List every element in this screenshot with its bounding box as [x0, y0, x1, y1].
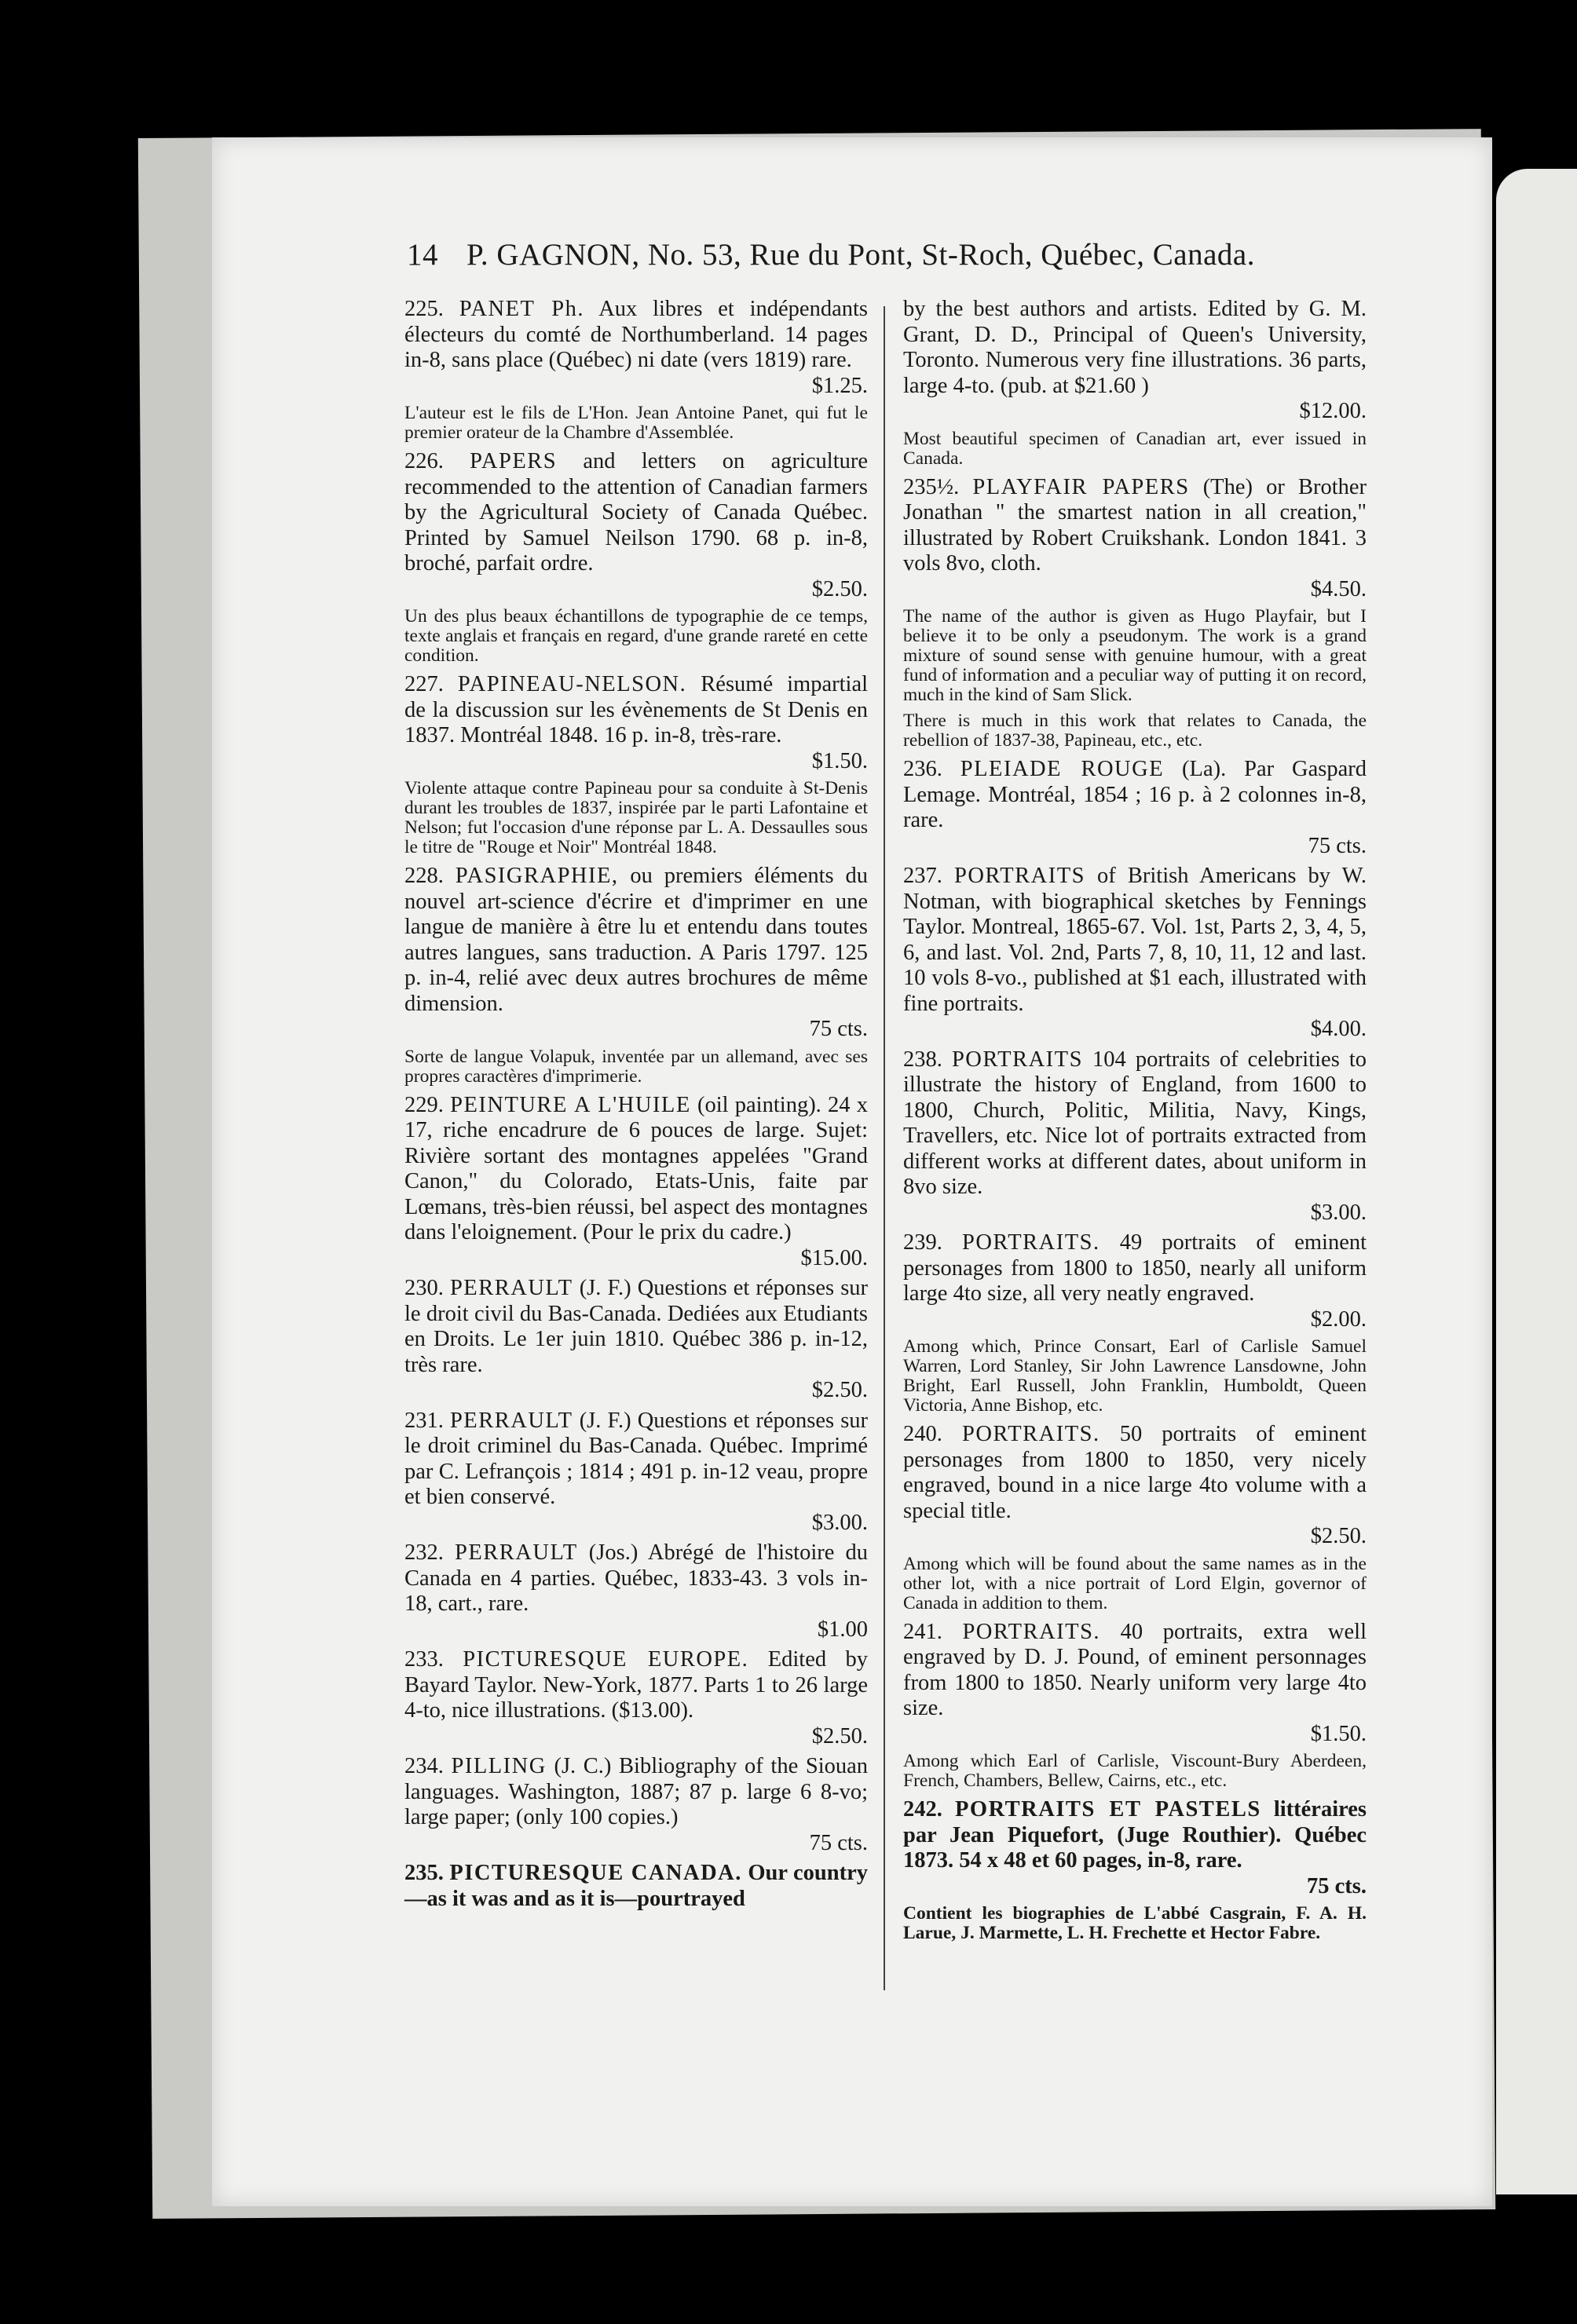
entry-description: 50 portraits of eminent personages from 1800 to 1850, very nicely engraved, bound in a nice large 4to volume with a special title. — [903, 1422, 1367, 1523]
entry-description: and letters on agriculture recommended to the attention of Canadian farmers by the Agricultural Society of Canada Québec. Printed by Samuel Neilson 1790. 68 p. in-8, broché, parfait ordre. — [404, 449, 868, 576]
entry-description: (J. F.) Questions et réponses sur le droit criminel du Bas-Canada. Québec. Imprimé par C. Lefrançois ; 1814 ; 491 p. in-12 veau, propre et bien conservé. — [404, 1408, 869, 1509]
entry-heading: PANET Ph. — [459, 297, 584, 321]
entry-price: $3.00. — [811, 1510, 868, 1535]
entry-description: Aux libres et indépendants électeurs du comté de Northumberland. 14 pages in-8, sans place (Québec) ni date (vers 1819) rare. — [404, 297, 868, 372]
catalogue-entry — [404, 1861, 868, 1912]
entry-description: of British Americans by W. Notman, with biographical sketches by Fennings Taylor. Montreal, 1865-67. Vol. 1st, Parts 2, 3, 4, 5, 6, and last. Vol. 2nd, Parts 7, 8, 10, 11, 12 and last. 10 vols 8-vo., published at $1 each, illustrated with fine portraits. — [903, 864, 1367, 1016]
entry-price: $2.50. — [811, 576, 868, 601]
entry-description: littéraires par Jean Piquefort, (Juge Routhier). Québec 1873. 54 x 48 et 60 pages, in-8, rare. — [903, 1797, 1367, 1873]
entry-description: (J. F.) Questions et réponses sur le droit civil du Bas-Canada. Dediées aux Etudiants en Droits. Le 1er juin 1810. Québec 386 p. in-12, très rare. — [404, 1276, 869, 1377]
entry-number: 225. — [404, 297, 444, 321]
entry-number: 239. — [903, 1230, 942, 1255]
catalogue-entry — [903, 757, 1367, 859]
entry-description: Edited by Bayard Taylor. New-York, 1877. Parts 1 to 26 large 4-to, nice illustrations. ($13.00). — [404, 1647, 868, 1723]
catalogue-entry — [903, 475, 1367, 603]
entry-number: 230. — [404, 1276, 444, 1300]
entry-number: 233. — [404, 1647, 444, 1672]
entry-number: 231. — [404, 1408, 444, 1433]
entry-number: 229. — [404, 1092, 444, 1117]
entry-price: $4.00. — [1310, 1017, 1367, 1041]
catalogue-entry — [903, 1230, 1367, 1332]
entry-number: 235. — [404, 1861, 444, 1885]
entry-price: 75 cts. — [809, 1017, 868, 1041]
catalogue-entry — [404, 1093, 868, 1272]
entry-heading: PAPINEAU-NELSON. — [457, 672, 687, 696]
catalogue-entry — [903, 1620, 1367, 1748]
entry-price: $2.50. — [811, 1378, 868, 1402]
entry-description: 104 portraits of celebrities to illustrate the history of England, from 1600 to 1800, Church, Politic, Militia, Navy, Kings, Travellers, etc. Nice lot of portraits extracted from different works at different dates, about uniform in 8vo size. — [903, 1047, 1367, 1199]
entry-number: 236. — [903, 757, 942, 781]
entry-heading: PILLING — [451, 1754, 547, 1778]
entry-heading: PERRAULT — [455, 1540, 578, 1565]
entry-number: 241. — [903, 1619, 942, 1644]
entry-price: $1.00 — [817, 1617, 868, 1642]
catalogue-note: Among which, Prince Consart, Earl of Carlisle Samuel Warren, Lord Stanley, Sir John Lawrence Lansdowne, John Bright, Earl Russell, John Franklin, Humboldt, Queen Victoria, Anne Bishop, etc. — [903, 1336, 1367, 1416]
entry-description: 49 portraits of eminent personages from 1800 to 1850, nearly all uniform large 4to size, all very neatly engraved. — [903, 1230, 1367, 1306]
catalogue-entry — [903, 1047, 1367, 1226]
entry-description: (J. C.) Bibliography of the Siouan languages. Washington, 1887; 87 p. large 6 8-vo; large paper; (only 100 copies.) — [404, 1754, 869, 1829]
right-column — [903, 297, 1367, 1949]
entry-price: 75 cts. — [1307, 1873, 1367, 1898]
page-header — [407, 237, 1389, 272]
entry-number: 242. — [903, 1797, 942, 1822]
entry-description: (oil painting). 24 x 17, riche encadrure de 6 pouces de large. Sujet: Rivière sortant des montagnes appelées "Grand Canon," du Colorado, Etats-Unis, faite par Lœmans, très-bien réussi, bel aspect des montagnes dans l'eloignement. (Pour le prix du cadre.) — [404, 1092, 869, 1244]
entry-heading: PLAYFAIR PAPERS — [972, 474, 1190, 499]
entry-price: $4.50. — [1310, 576, 1367, 601]
entry-heading: PERRAULT — [449, 1408, 573, 1433]
facing-page-edge — [1496, 169, 1577, 2194]
entry-price: 75 cts. — [809, 1830, 868, 1855]
entry-description: (La). Par Gaspard Lemage. Montréal, 1854 ; 16 p. à 2 colonnes in-8, rare. — [903, 757, 1367, 832]
catalogue-entry — [404, 297, 868, 399]
entry-heading: PLEIADE ROUGE — [960, 757, 1165, 781]
catalogue-note: Among which will be found about the same names as in the other lot, with a nice portrait of Lord Elgin, governor of Canada in addition to them. — [903, 1553, 1367, 1613]
entry-number: 234. — [404, 1754, 444, 1778]
page-number: 14 — [407, 238, 438, 272]
entry-number: 232. — [404, 1540, 444, 1565]
entry-price: $1.50. — [1310, 1721, 1367, 1746]
entry-price: $2.50. — [811, 1723, 868, 1748]
entry-description: by the best authors and artists. Edited by G. M. Grant, D. D., Principal of Queen's University, Toronto. Numerous very fine illustrations. 36 parts, large 4-to. (pub. at $21.60 ) — [903, 297, 1367, 398]
entry-number: 227. — [404, 672, 444, 696]
entry-description: 40 portraits, extra well engraved by D. J. Pound, of eminent personnages from 1800 to 1850. Nearly uniform very large 4to size. — [903, 1619, 1367, 1720]
column-divider — [884, 306, 885, 1990]
entry-price: $1.25. — [811, 373, 868, 398]
catalogue-note: Among which Earl of Carlisle, Viscount-Bury Aberdeen, French, Chambers, Bellew, Cairns, etc., etc. — [903, 1751, 1367, 1791]
entry-heading: PEINTURE A L'HUILE — [450, 1092, 691, 1117]
entry-description: Résumé impartial de la discussion sur les évènements de St Denis en 1837. Montréal 1848. 16 p. in-8, très-rare. — [404, 672, 869, 747]
entry-heading: PORTRAITS — [953, 864, 1085, 888]
catalogue-entry — [903, 1797, 1367, 1899]
page-running-title: P. GAGNON, No. 53, Rue du Pont, St-Roch, Québec, Canada. — [467, 238, 1255, 272]
entry-number: 238. — [903, 1047, 942, 1072]
catalogue-entry — [903, 864, 1367, 1043]
entry-number: 240. — [903, 1422, 942, 1446]
catalogue-entry — [404, 449, 868, 602]
catalogue-entry — [404, 864, 868, 1043]
entry-number: 237. — [903, 864, 942, 888]
catalogue-note: L'auteur est le fils de L'Hon. Jean Antoine Panet, qui fut le premier orateur de la Chambre d'Assemblée. — [404, 403, 868, 443]
entry-heading: PICTURESQUE CANADA. — [449, 1861, 742, 1885]
catalogue-entry — [404, 1540, 868, 1643]
entry-heading: PORTRAITS. — [961, 1230, 1100, 1255]
entry-price: $2.50. — [1310, 1524, 1367, 1548]
entry-description: (Jos.) Abrégé de l'histoire du Canada en 4 parties. Québec, 1833-43. 3 vols in-18, cart., rare. — [404, 1540, 869, 1616]
entry-price: $15.00. — [800, 1245, 868, 1270]
catalogue-note: The name of the author is given as Hugo Playfair, but I believe it to be only a pseudonym. The work is a grand mixture of sound sense with genuine humour, with a great fund of information and a peculiar way of putting it on record, much in the kind of Sam Slick. — [903, 606, 1367, 705]
catalogue-entry — [404, 672, 868, 774]
entry-heading: PAPERS — [470, 449, 558, 473]
entry-heading: PORTRAITS ET PASTELS — [955, 1797, 1261, 1822]
entry-price: $1.50. — [811, 748, 868, 773]
entry-price: $12.00. — [1299, 399, 1367, 423]
catalogue-note: Most beautiful specimen of Canadian art, ever issued in Canada. — [903, 428, 1367, 469]
entry-price: $2.00. — [1310, 1306, 1367, 1332]
entry-heading: PORTRAITS. — [961, 1422, 1100, 1446]
catalogue-entry — [903, 1422, 1367, 1550]
catalogue-entry — [903, 297, 1367, 425]
catalogue-note: There is much in this work that relates to Canada, the rebellion of 1837-38, Papineau, etc., etc. — [903, 711, 1367, 751]
entry-number: 226. — [404, 449, 444, 473]
catalogue-entry — [404, 1647, 868, 1749]
entry-number: 235½. — [903, 474, 960, 499]
entry-heading: PERRAULT — [449, 1276, 573, 1300]
catalogue-entry — [404, 1409, 868, 1537]
entry-description: Our country—as it was and as it is—pourtrayed — [404, 1861, 868, 1911]
entry-heading: PICTURESQUE EUROPE. — [463, 1647, 749, 1672]
entry-heading: PASIGRAPHIE, — [455, 864, 619, 888]
catalogue-note: Violente attaque contre Papineau pour sa conduite à St-Denis durant les troubles de 1837, inspirée par le parti Lafontaine et Nelson; fut l'occasion d'une réponse par L. A. Dessaulles sous le titre de "Rouge et Noir" Montréal 1848. — [404, 778, 868, 857]
entry-description: (The) or Brother Jonathan " the smartest nation in all creation," illustrated by Robert Cruikshank. London 1841. 3 vols 8vo, cloth. — [903, 474, 1367, 576]
catalogue-note: Un des plus beaux échantillons de typographie de ce temps, texte anglais et français en regard, d'une grande rareté en cette condition. — [404, 606, 868, 666]
entry-price: 75 cts. — [1308, 833, 1367, 858]
catalogue-entry — [404, 1754, 868, 1856]
catalogue-note: Contient les biographies de L'abbé Casgrain, F. A. H. Larue, J. Marmette, L. H. Frechette et Hector Fabre. — [903, 1903, 1367, 1943]
left-column — [404, 297, 868, 1917]
catalogue-note: Sorte de langue Volapuk, inventée par un allemand, avec ses propres caractères d'imprimerie. — [404, 1046, 868, 1087]
entry-number: 228. — [404, 864, 444, 888]
catalogue-entry — [404, 1276, 868, 1404]
entry-heading: PORTRAITS. — [962, 1619, 1101, 1644]
entry-heading: PORTRAITS — [951, 1047, 1083, 1072]
entry-price: $3.00. — [1310, 1200, 1367, 1225]
entry-description: ou premiers éléments du nouvel art-science d'écrire et d'imprimer en une langue de manière à être lu et entendu dans toutes autres langues, sans traduction. A Paris 1797. 125 p. in-4, relié avec deux autres brochures de même dimension. — [404, 864, 869, 1016]
